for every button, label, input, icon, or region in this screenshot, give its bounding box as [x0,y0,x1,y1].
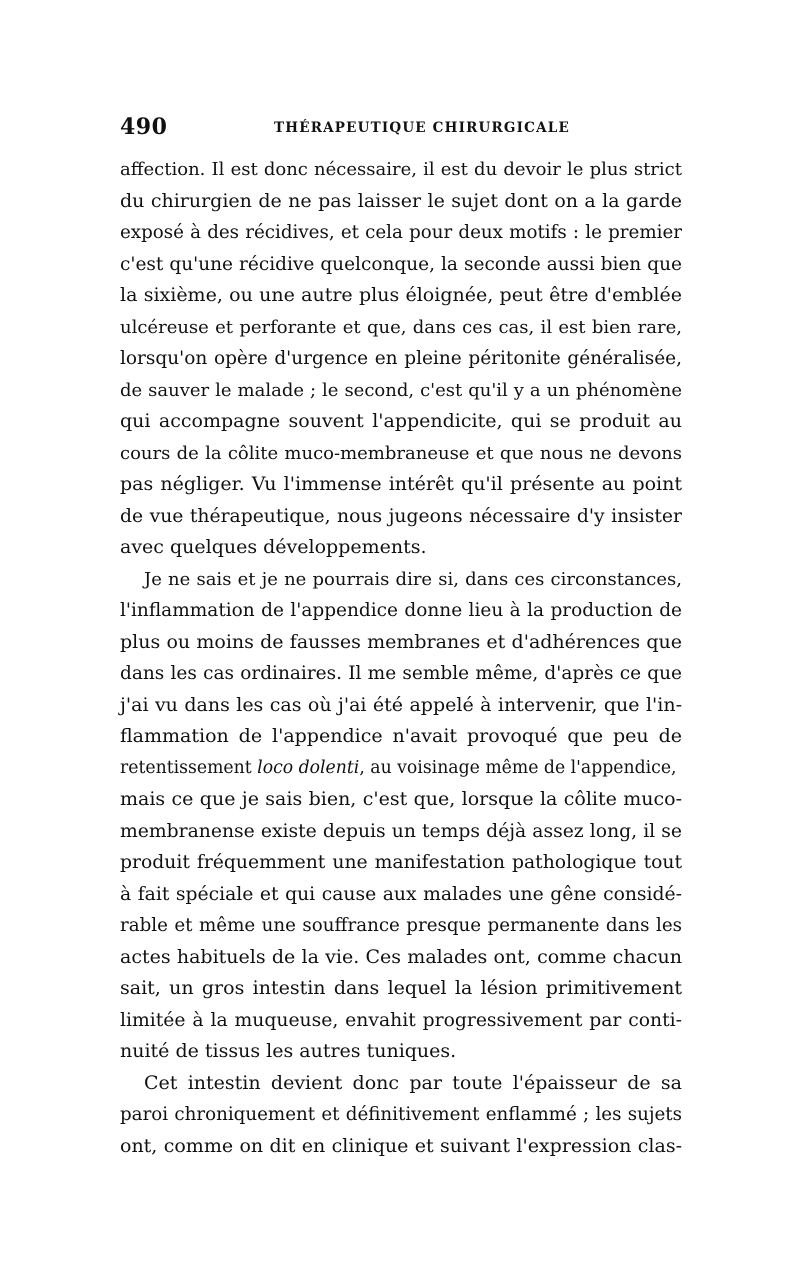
text-fragment: , au voisinage même de l'appendice, [359,757,677,778]
text-line: de sauver le malade ; le second, c'est qu'il y a un phénomène [120,379,682,401]
text-line: lorsqu'on opère d'urgence en pleine péritonite généralisée, [120,348,682,369]
text-line: l'inflammation de l'appendice donne lieu à la production de [120,600,682,621]
text-line: ulcéreuse et perforante et que, dans ces cas, il est bien rare, [120,316,682,338]
text-line: paroi chroniquement et définitivement enflammé ; les sujets [120,1104,682,1125]
italic-latin-phrase: loco dolenti [257,757,360,778]
text-fragment: retentissement [120,757,252,778]
text-line: plus ou moins de fausses membranes et d'adhérences que [120,630,682,653]
running-title: THÉRAPEUTIQUE CHIRURGICALE [274,120,570,136]
page-number: 490 [120,114,168,140]
text-line: c'est qu'une récidive quelconque, la seconde aussi bien que [120,253,682,275]
text-line: actes habituels de la vie. Ces malades ont, comme chacun [120,945,682,968]
paragraph [120,564,682,1068]
text-line: limitée à la muqueuse, envahit progressivement par conti- [120,1009,682,1031]
text-line-mixed [120,753,682,785]
text-line: qui accompagne souvent l'appendicite, qui se produit au [120,410,682,432]
text-line: pas négliger. Vu l'immense intérêt qu'il présente au point [120,473,682,495]
text-line: sait, un gros intestin dans lequel la lésion primitivement [120,977,682,999]
text-line: affection. Il est donc nécessaire, il est du devoir le plus strict [120,159,682,180]
text-line: Cet intestin devient donc par toute l'épaisseur de sa [144,1071,682,1094]
text-line: Je ne sais et je ne pourrais dire si, dans ces circonstances, [144,568,682,590]
text-line: mais ce que je sais bien, c'est que, lorsque la côlite muco- [120,788,682,810]
text-line: nuité de tissus les autres tuniques. [120,1040,457,1062]
text-line: la sixième, ou une autre plus éloignée, peut être d'emblée [120,284,682,306]
text-line: produit fréquemment une manifestation pathologique tout [120,852,682,873]
text-line: ont, comme on dit en clinique et suivant l'expression clas- [120,1134,682,1157]
text-line: cours de la côlite muco-membraneuse et que nous ne devons [120,442,682,464]
text-line: du chirurgien de ne pas laisser le sujet dont on a la garde [120,189,682,212]
page-header [120,114,682,144]
text-line: membranense existe depuis un temps déjà assez long, il se [120,820,682,842]
paragraph [120,1068,682,1163]
text-line: flammation de l'appendice n'avait provoqué que peu de [120,725,682,747]
text-line: rable et même une souffrance presque permanente dans les [120,915,682,936]
text-line: exposé à des récidives, et cela pour deux motifs : le premier [120,222,682,243]
paragraph [120,154,682,564]
body-text [120,154,682,1162]
text-line: dans les cas ordinaires. Il me semble même, d'après ce que [120,663,682,684]
text-line: à fait spéciale et qui cause aux malades une gêne considé- [120,883,682,905]
text-line: avec quelques développements. [120,536,427,558]
text-line: j'ai vu dans les cas où j'ai été appelé à intervenir, que l'in- [120,693,682,716]
text-line: de vue thérapeutique, nous jugeons nécessaire d'y insister [120,505,682,527]
